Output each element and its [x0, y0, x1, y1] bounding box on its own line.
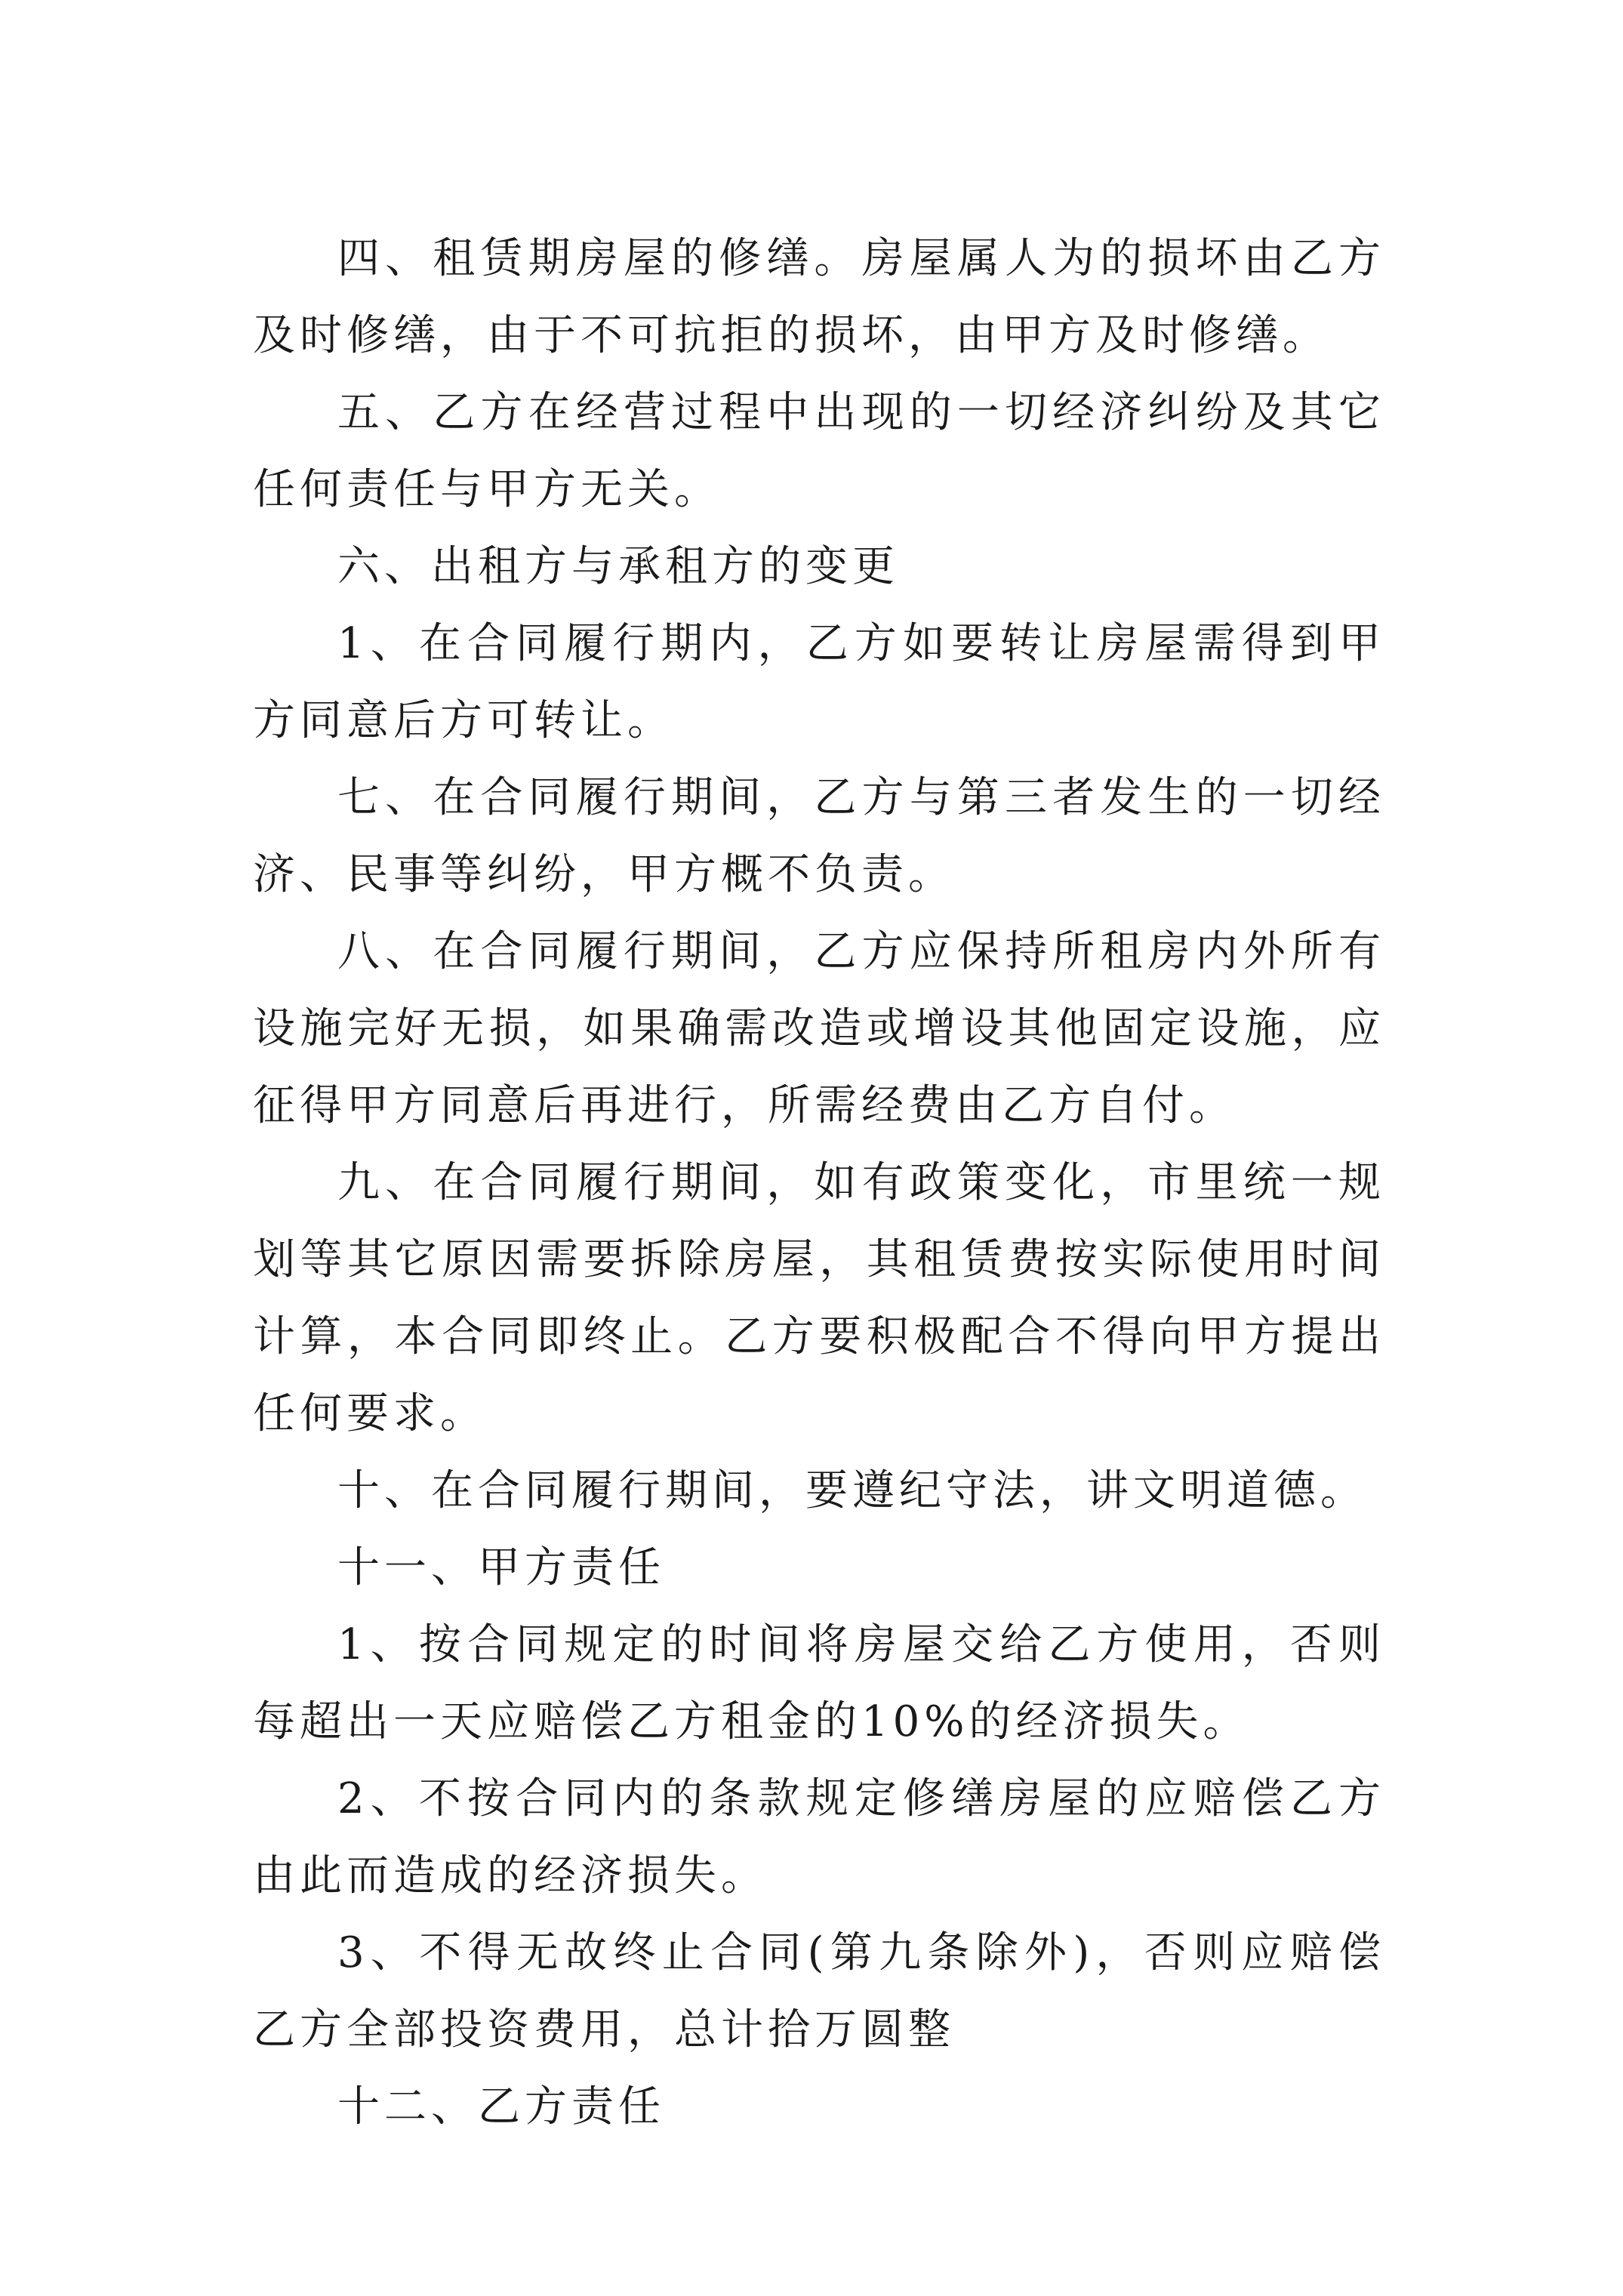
- clause-7-third-party: 七、在合同履行期间，乙方与第三者发生的一切经济、民事等纠纷，甲方概不负责。: [253, 773, 1385, 899]
- clause-10-conduct: 十、在合同履行期间，要遵纪守法，讲文明道德。: [337, 1466, 1367, 1515]
- clause-11-item-2: 2、不按合同内的条款规定修缮房屋的应赔偿乙方由此而造成的经济损失。: [253, 1774, 1385, 1900]
- clause-4-repairs: 四、租赁期房屋的修缮。房屋属人为的损坏由乙方及时修缮，由于不可抗拒的损坏，由甲方及时修缮。: [253, 234, 1385, 360]
- clause-11-item-3: 3、不得无故终止合同(第九条除外)，否则应赔偿乙方全部投资费用，总计拾万圆整: [253, 1928, 1385, 2054]
- clause-8-facilities: 八、在合同履行期间，乙方应保持所租房内外所有设施完好无损，如果确需改造或增设其他固定设施，应征得甲方同意后再进行，所需经费由乙方自付。: [253, 927, 1385, 1130]
- clause-6-item-1: 1、在合同履行期内，乙方如要转让房屋需得到甲方同意后方可转让。: [253, 619, 1385, 745]
- document-body: [253, 220, 1385, 2146]
- clause-11-heading: 十一、甲方责任: [337, 1543, 665, 1592]
- clause-12-heading: 十二、乙方责任: [337, 2082, 665, 2131]
- clause-5-disputes: 五、乙方在经营过程中出现的一切经济纠纷及其它任何责任与甲方无关。: [253, 388, 1385, 514]
- clause-6-heading: 六、出租方与承租方的变更: [337, 542, 899, 591]
- clause-11-item-1: 1、按合同规定的时间将房屋交给乙方使用，否则每超出一天应赔偿乙方租金的10%的经济损失。: [253, 1620, 1385, 1746]
- clause-9-demolition: 九、在合同履行期间，如有政策变化，市里统一规划等其它原因需要拆除房屋，其租赁费按实际使用时间计算，本合同即终止。乙方要积极配合不得向甲方提出任何要求。: [253, 1158, 1385, 1438]
